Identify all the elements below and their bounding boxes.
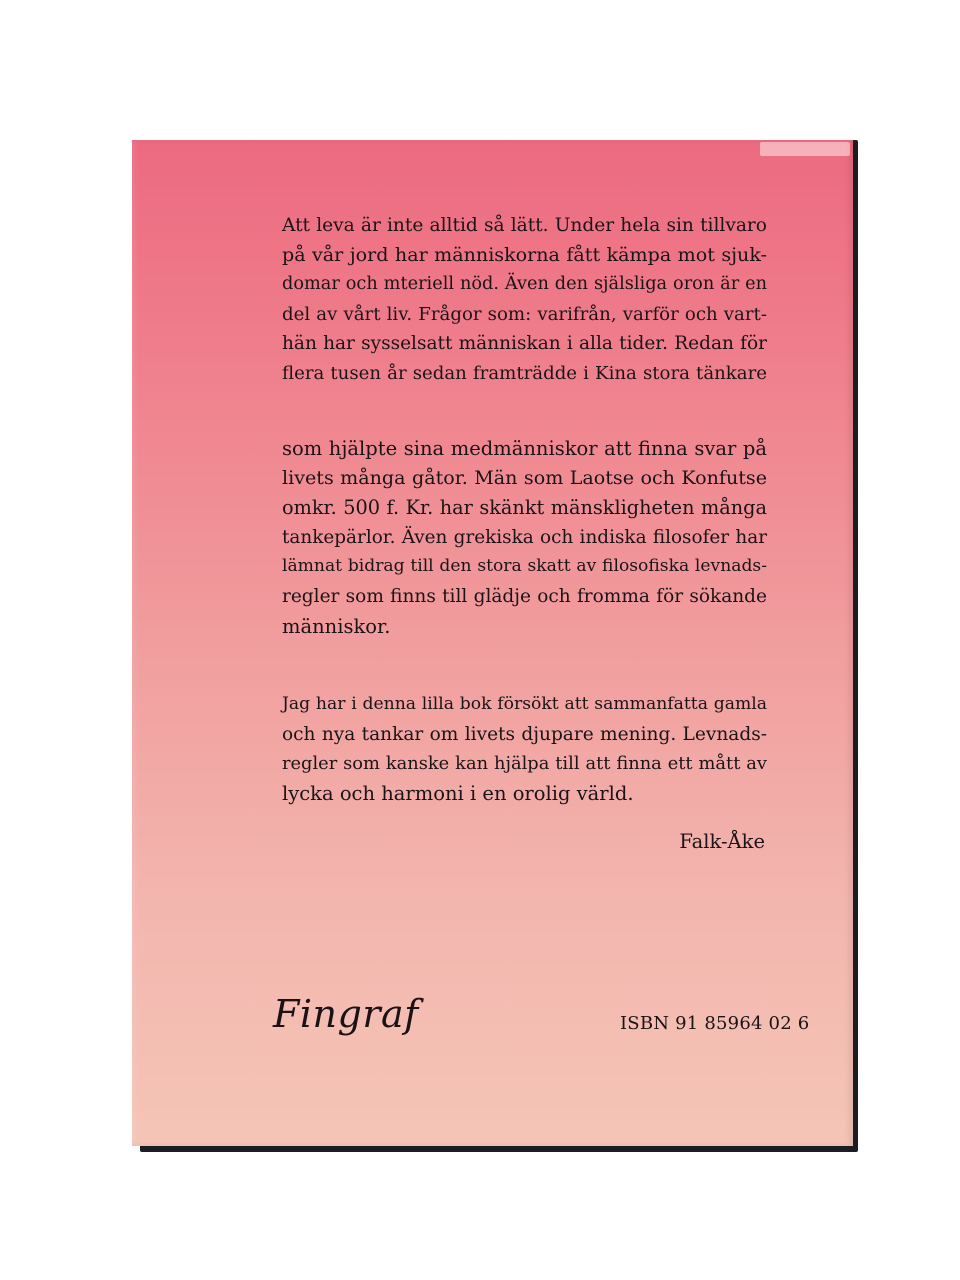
author-signature: Falk-Åke bbox=[679, 830, 765, 853]
blurb-line: på vår jord har människorna fått kämpa mot sjuk- bbox=[282, 243, 767, 266]
blurb-line: omkr. 500 f. Kr. har skänkt mänskligheten många bbox=[282, 496, 767, 520]
blurb-line: som hjälpte sina medmänniskor att finna svar på bbox=[282, 437, 767, 460]
blurb-line: livets många gåtor. Män som Laotse och Konfutse bbox=[282, 466, 767, 489]
blurb-line: tankepärlor. Även grekiska och indiska filosofer har bbox=[282, 526, 767, 548]
blurb-line: Jag har i denna lilla bok försökt att sammanfatta gamla bbox=[282, 694, 767, 714]
blurb-line: regler som kanske kan hjälpa till att finna ett mått av bbox=[282, 753, 767, 775]
publisher-logo: Fingraf bbox=[273, 992, 419, 1036]
blurb-line: domar och mteriell nöd. Även den själsliga oron är en bbox=[282, 274, 767, 295]
blurb-paragraph-3 bbox=[282, 690, 767, 808]
blurb-paragraph-1 bbox=[282, 211, 767, 389]
blurb-line: människor. bbox=[282, 614, 391, 638]
blurb-line: del av vårt liv. Frågor som: varifrån, varför och vart- bbox=[282, 303, 767, 325]
blurb-line: lämnat bidrag till den stora skatt av filosofiska levnads- bbox=[282, 556, 767, 577]
blurb-line: regler som finns till glädje och fromma för sökande bbox=[282, 585, 767, 607]
cover-wear-mark bbox=[760, 142, 850, 156]
blurb-paragraph-2 bbox=[282, 434, 767, 641]
blurb-line: hän har sysselsatt människan i alla tider. Redan för bbox=[282, 333, 767, 355]
blurb-line: lycka och harmoni i en orolig värld. bbox=[282, 781, 634, 805]
isbn-number: ISBN 91 85964 02 6 bbox=[620, 1013, 810, 1034]
blurb-line: och nya tankar om livets djupare mening. Levnads- bbox=[282, 723, 767, 745]
blurb-line: flera tusen år sedan framträdde i Kina stora tänkare bbox=[282, 362, 767, 384]
blurb-line: Att leva är inte alltid så lätt. Under hela sin tillvaro bbox=[282, 215, 767, 236]
